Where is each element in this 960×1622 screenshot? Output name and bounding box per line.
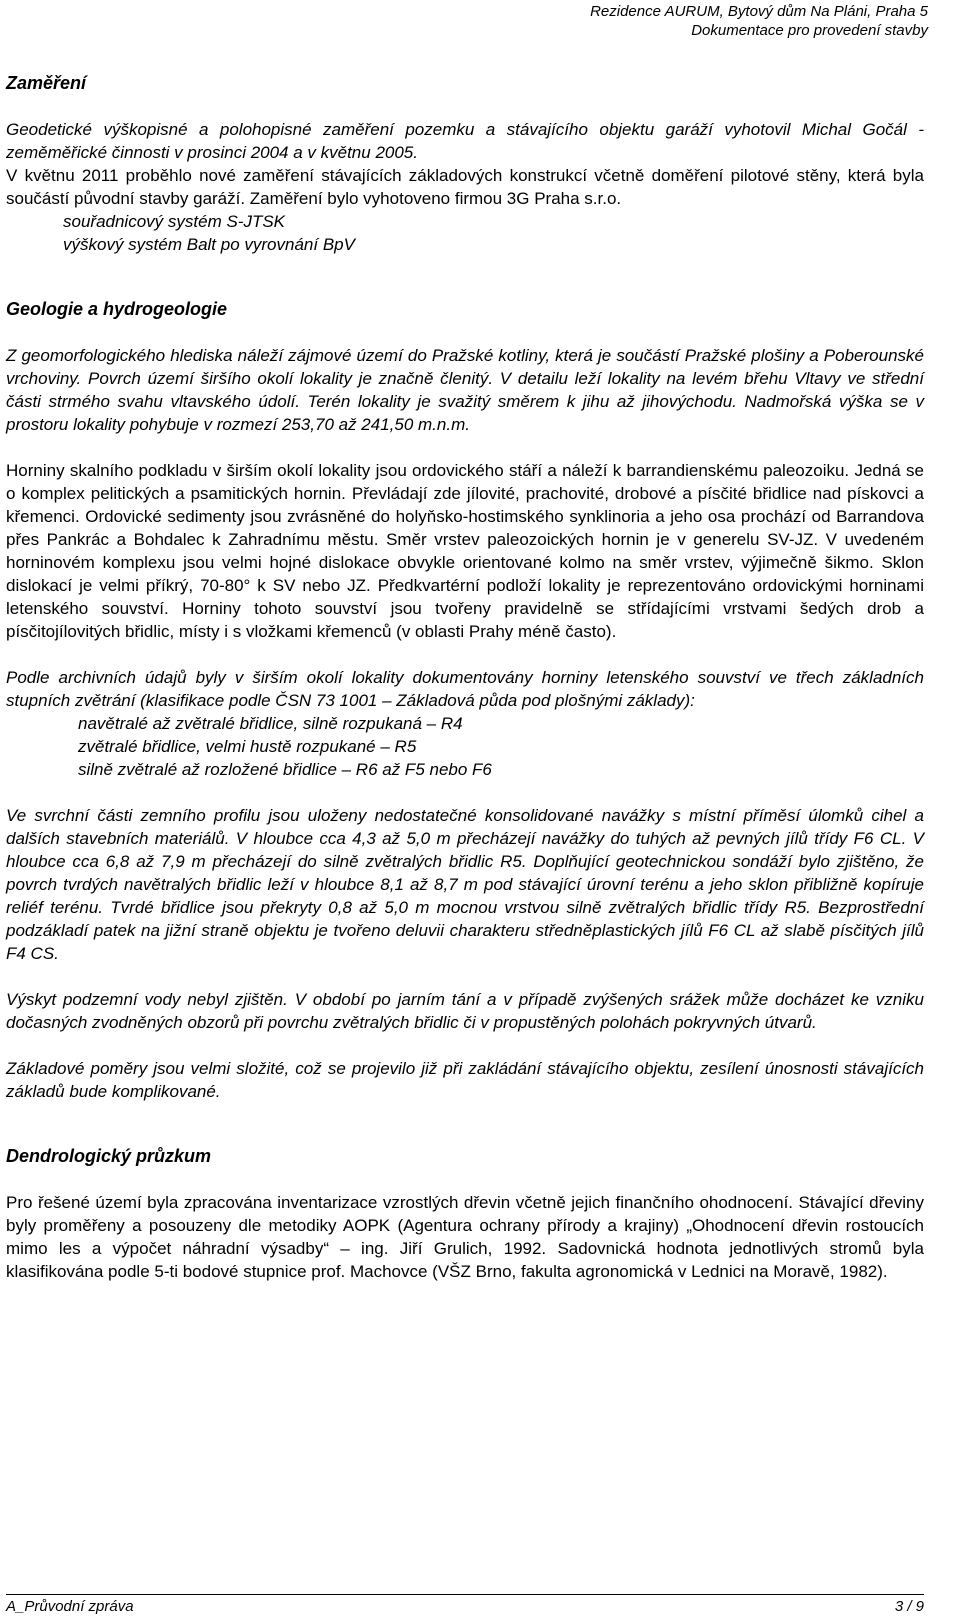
section-zamereni: [6, 118, 924, 256]
geologie-para6: Základové poměry jsou velmi složité, což se projevilo již při zakládání stávajícího objektu, zesílení únosnosti stávajících základů bude komplikované.: [6, 1059, 924, 1101]
list-item: navětralé až zvětralé břidlice, silně rozpukaná – R4: [78, 714, 463, 733]
dendro-para1: Pro řešené území byla zpracována inventarizace vzrostlých dřevin včetně jejich finančního ohodnocení. Stávající dřeviny byly proměřeny a posouzeny dle metodiky AOPK (Agentura ochrany přírody a krajiny) „Ohodnocení dřevin rostoucích mimo les a výpočet náhradní výsadby“ – ing. Jiří Grulich, 1992. Sadovnická hodnota jednotlivých stromů byla klasifikována podle 5-ti bodové stupnice prof. Machovce (VŠZ Brno, fakulta agronomická v Lednici na Moravě, 1982).: [6, 1193, 924, 1281]
geologie-para3: Podle archivních údajů byly v širším okolí lokality dokumentovány horniny letenského souvství ve třech základních stupních zvětrání (klasifikace podle ČSN 73 1001 – Základová půda pod plošnými základy):: [6, 668, 924, 710]
height-system: výškový systém Balt po vyrovnání BpV: [63, 235, 355, 254]
footer-document-name: A_Průvodní zpráva: [6, 1598, 134, 1615]
list-item: silně zvětralé až rozložené břidlice – R6 až F5 nebo F6: [78, 760, 492, 779]
header-document-type: Dokumentace pro provedení stavby: [691, 22, 928, 39]
geologie-para2: Horniny skalního podkladu v širším okolí lokality jsou ordovického stáří a náleží k barrandienskému paleozoiku. Jedná se o komplex pelitických a psamitických hornin. Převládají zde jílovité, prachovité, drobové a písčité břidlice nad pískovci a křemenci. Ordovické sedimenty jsou zvrásněné do holyňsko-hostimského synklinoria a jeho osa prochází od Barrandova přes Pankrác a Bohdalec k Zahradnímu městu. Směr vrstev paleozoických hornin je v generelu SV-JZ. V uvedeném horninovém komplexu jsou velmi hojné dislokace obvykle orientované kolmo na směr vrstev, výjimečně šikmo. Sklon dislokací je velmi příkrý, 70-80° k SV nebo JZ. Předkvartérní podloží lokality je reprezentováno ordovickými horninami letenského souvství. Horniny tohoto souvství jsou tvořeny pravidelně se střídajícími vrstvami šedých drob a písčitojílovitých břidlic, místy i s vložkami křemenců (v oblasti Prahy méně často).: [6, 461, 924, 641]
zamereni-para2: V květnu 2011 proběhlo nové zaměření stávajících základových konstrukcí včetně doměření pilotové stěny, která byla součástí původní stavby garáží. Zaměření bylo vyhotoveno firmou 3G Praha s.r.o.: [6, 166, 924, 208]
list-item: zvětralé břidlice, velmi hustě rozpukané – R5: [78, 737, 417, 756]
coord-system: souřadnicový systém S-JTSK: [63, 212, 286, 231]
footer-divider: [6, 1594, 924, 1595]
geologie-para5: Výskyt podzemní vody nebyl zjištěn. V období po jarním tání a v případě zvýšených srážek může docházet ke vzniku dočasných zvodněných obzorů při povrchu zvětralých břidlic či v propustěných polohách pokryvných útvarů.: [6, 990, 924, 1032]
heading-geologie: Geologie a hydrogeologie: [6, 299, 228, 319]
footer-page-number: 3 / 9: [894, 1598, 924, 1615]
zamereni-para1: Geodetické výškopisné a polohopisné zaměření pozemku a stávajícího objektu garáží vyhotovil Michal Gočál - zeměměřické činnosti v prosinci 2004 a v květnu 2005.: [6, 120, 924, 162]
heading-zamereni: Zaměření: [6, 73, 87, 93]
header-project-title: Rezidence AURUM, Bytový dům Na Pláni, Praha 5: [590, 3, 928, 20]
page-header: [590, 2, 928, 40]
section-geologie: [6, 344, 924, 1103]
geologie-para4: Ve svrchní části zemního profilu jsou uloženy nedostatečné konsolidované navážky s místní příměsí úlomků cihel a dalších stavebních materiálů. V hloubce cca 4,3 až 5,0 m přecházejí navážky do tuhých až pevných jílů třídy F6 CL. V hloubce cca 6,8 až 7,9 m přecházejí do silně zvětralých břidlic R5. Doplňující geotechnickou sondáží bylo zjištěno, že povrch tvrdých navětralých břidlic leží v hloubce 8,1 až 8,7 m pod stávající úrovní terénu a jeho sklon přibližně kopíruje reliéf terénu. Tvrdé břidlice jsou překryty 0,8 až 5,0 m mocnou vrstvou silně zvětralých břidlic třídy R5. Bezprostřední podzákladí patek na jižní straně objektu je tvořeno deluvii charakteru středněplastických jílů F6 CL až slabě písčitých jílů F4 CS.: [6, 806, 924, 963]
heading-dendro: Dendrologický průzkum: [6, 1146, 212, 1166]
geologie-para1: Z geomorfologického hlediska náleží zájmové území do Pražské kotliny, která je součástí Pražské plošiny a Poberounské vrchoviny. Povrch území širšího okolí lokality je značně členitý. V detailu leží lokality na levém břehu Vltavy ve střední části strmého svahu vltavského údolí. Terén lokality je svažitý směrem k jihu až jihovýchodu. Nadmořská výška se v prostoru lokality pohybuje v rozmezí 253,70 až 241,50 m.n.m.: [6, 346, 924, 434]
document-body: [6, 72, 924, 1283]
